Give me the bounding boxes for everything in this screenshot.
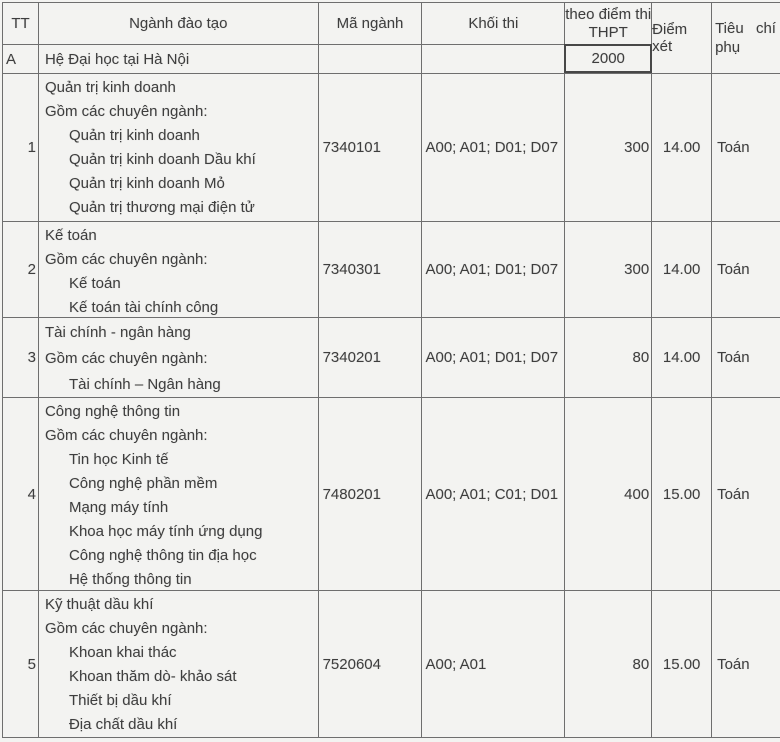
section-row-code-empty — [319, 45, 422, 73]
sub-majors-label: Gồm các chuyên ngành: — [44, 350, 208, 367]
row-number: 2 — [3, 222, 39, 317]
exam-blocks: A00; A01; D01; D07 — [422, 222, 565, 317]
column-thpt — [565, 3, 652, 73]
exam-blocks: A00; A01 — [422, 591, 565, 737]
sub-majors-label: Gồm các chuyên ngành: — [44, 427, 208, 444]
criteria-value: Toán — [717, 349, 750, 366]
header-criteria-word1: Tiêu — [715, 20, 744, 37]
header-criteria — [712, 3, 780, 73]
header-tt: TT — [3, 3, 38, 45]
major-cell — [39, 222, 319, 317]
sub-major: Quản trị thương mại điện tử — [68, 199, 255, 216]
sub-major: Địa chất dầu khí — [68, 716, 178, 733]
header-thpt-line1: theo điểm thi — [565, 5, 652, 23]
column-block — [422, 3, 565, 73]
criteria-value: Toán — [717, 139, 750, 156]
sub-major: Quản trị kinh doanh — [68, 127, 200, 144]
sub-major: Kế toán tài chính công — [68, 299, 219, 316]
major-name: Công nghệ thông tin — [44, 403, 181, 420]
major-cell — [39, 398, 319, 590]
header-criteria-word2: chí — [755, 20, 776, 37]
sub-majors-label: Gồm các chuyên ngành: — [44, 103, 208, 120]
sub-major: Hệ thống thông tin — [68, 571, 192, 588]
column-tt — [3, 3, 39, 73]
score-value: 14.00 — [652, 318, 712, 397]
row-number: 5 — [3, 591, 39, 737]
section-row-title: Hệ Đại học tại Hà Nội — [44, 50, 190, 68]
sub-major: Quản trị kinh doanh Dầu khí — [68, 151, 256, 168]
sub-major: Quản trị kinh doanh Mỏ — [68, 175, 225, 192]
table-row — [3, 398, 780, 591]
header-thpt-line2: THPT — [588, 23, 628, 41]
sub-major: Công nghệ thông tin địa học — [68, 547, 257, 564]
major-code: 7520604 — [319, 591, 423, 737]
header-thpt — [565, 3, 651, 45]
table-row — [3, 591, 780, 738]
exam-blocks: A00; A01; C01; D01 — [422, 398, 565, 590]
sub-major: Công nghệ phần mềm — [68, 475, 218, 492]
major-code: 7340201 — [319, 318, 423, 397]
score-value: 15.00 — [652, 591, 712, 737]
sub-majors-label: Gồm các chuyên ngành: — [44, 251, 208, 268]
header-criteria-word3: phụ — [715, 39, 741, 56]
major-cell — [39, 74, 319, 221]
sub-major: Khoa học máy tính ứng dụng — [68, 523, 263, 540]
major-code: 7480201 — [319, 398, 423, 590]
major-code: 7340301 — [319, 222, 423, 317]
admissions-table — [2, 2, 780, 738]
exam-blocks: A00; A01; D01; D07 — [422, 74, 565, 221]
header-score: Điểm xét — [652, 3, 712, 73]
criteria-value: Toán — [717, 655, 750, 673]
sub-major: Khoan thăm dò- khảo sát — [68, 668, 237, 685]
major-name: Tài chính - ngân hàng — [44, 324, 191, 341]
header-code: Mã ngành — [319, 3, 422, 45]
column-code — [319, 3, 423, 73]
sub-major: Tin học Kinh tế — [68, 451, 169, 468]
major-name: Kế toán — [44, 227, 97, 244]
header-thpt-text — [565, 6, 651, 42]
sub-major: Khoan khai thác — [68, 644, 177, 661]
table-row — [3, 74, 780, 222]
score-value: 14.00 — [652, 74, 712, 221]
sub-major: Tài chính – Ngân hàng — [68, 376, 221, 393]
major-code: 7340101 — [319, 74, 423, 221]
quota-value: 80 — [565, 318, 652, 397]
row-number: 4 — [3, 398, 39, 590]
row-number: 1 — [3, 74, 39, 221]
table-row — [3, 222, 780, 318]
exam-blocks: A00; A01; D01; D07 — [422, 318, 565, 397]
sub-major: Mạng máy tính — [68, 499, 169, 516]
criteria-value: Toán — [717, 261, 750, 278]
section-row-block-empty — [422, 45, 564, 73]
column-major — [39, 3, 319, 73]
table-header-row — [3, 3, 780, 74]
section-row-quota: 2000 — [564, 44, 652, 73]
section-row-letter: A — [6, 50, 17, 68]
header-block: Khối thi — [422, 3, 564, 45]
header-criteria-line1 — [712, 19, 780, 38]
major-name: Quản trị kinh doanh — [44, 79, 176, 96]
major-cell — [39, 318, 319, 397]
quota-value: 300 — [565, 222, 652, 317]
criteria-value: Toán — [717, 485, 750, 503]
table-row — [3, 318, 780, 398]
row-number: 3 — [3, 318, 39, 397]
sub-majors-label: Gồm các chuyên ngành: — [44, 620, 208, 637]
quota-value: 400 — [565, 398, 652, 590]
sub-major: Kế toán — [68, 275, 121, 292]
major-cell — [39, 591, 319, 737]
quota-value: 300 — [565, 74, 652, 221]
header-major: Ngành đào tạo — [39, 3, 318, 45]
score-value: 15.00 — [652, 398, 712, 590]
major-name: Kỹ thuật dầu khí — [44, 596, 154, 613]
score-value: 14.00 — [652, 222, 712, 317]
sub-major: Thiết bị dầu khí — [68, 692, 172, 709]
quota-value: 80 — [565, 591, 652, 737]
